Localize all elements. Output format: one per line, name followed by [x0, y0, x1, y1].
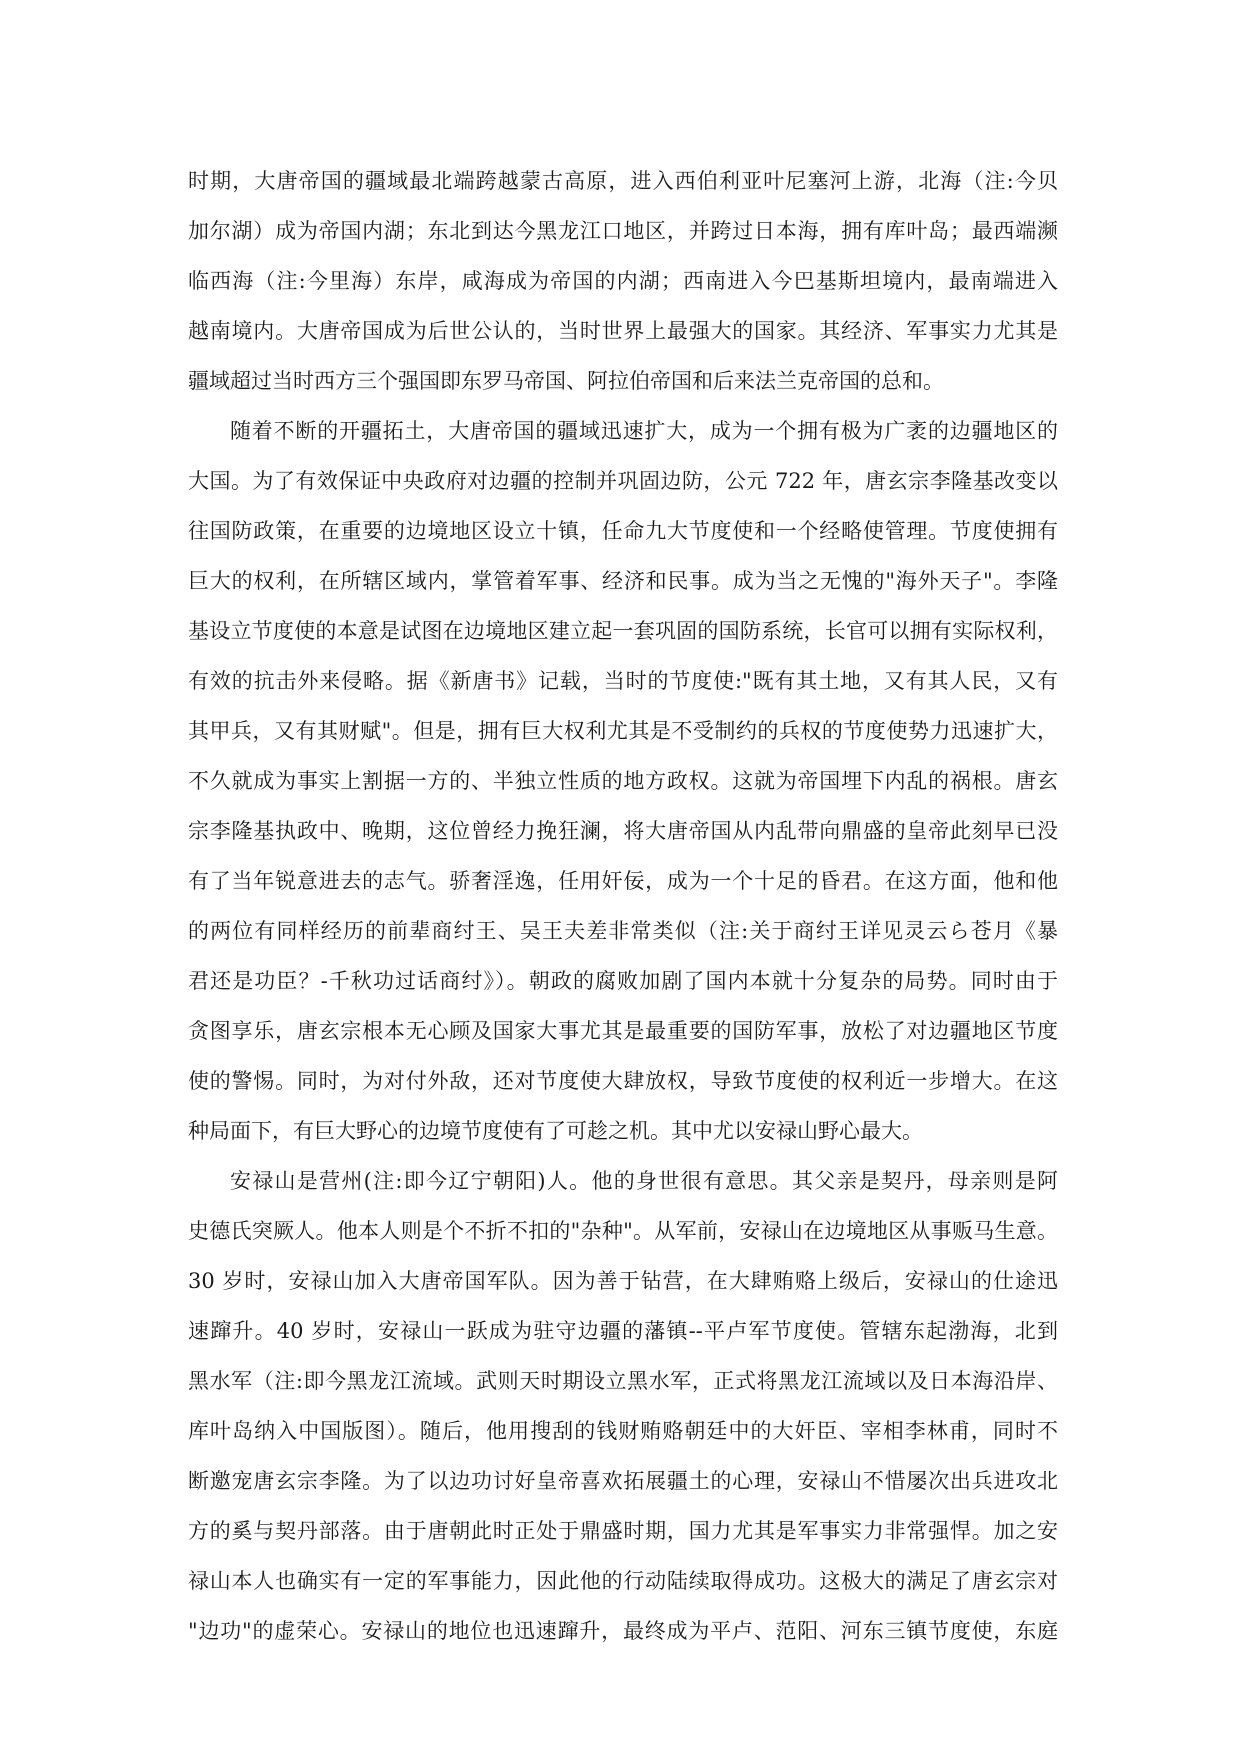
text-line: 安禄山是营州(注:即今辽宁朝阳)人。他的身世很有意思。其父亲是契丹，母亲则是阿 — [230, 1169, 1058, 1193]
text-line: "边功"的虚荣心。安禄山的地位也迅速蹿升，最终成为平卢、范阳、河东三镇节度使，东庭 — [188, 1619, 1058, 1643]
text-line: 断邀宠唐玄宗李隆。为了以边功讨好皇帝喜欢拓展疆土的心理，安禄山不惜屡次出兵进攻北 — [188, 1469, 1058, 1493]
document-body — [188, 156, 1058, 1656]
text-line: 时期，大唐帝国的疆域最北端跨越蒙古高原，进入西伯利亚叶尼塞河上游，北海（注:今贝 — [188, 169, 1058, 193]
text-line: 速蹿升。40 岁时，安禄山一跃成为驻守边疆的藩镇--平卢军节度使。管辖东起渤海，北到 — [188, 1319, 1058, 1343]
text-line: 基设立节度使的本意是试图在边境地区建立起一套巩固的国防系统，长官可以拥有实际权利， — [188, 619, 1058, 643]
text-line: 宗李隆基执政中、晚期，这位曾经力挽狂澜，将大唐帝国从内乱带向鼎盛的皇帝此刻早已没 — [188, 819, 1058, 843]
text-line: 其甲兵，又有其财赋"。但是，拥有巨大权利尤其是不受制约的兵权的节度使势力迅速扩大， — [188, 719, 1058, 743]
text-line: 越南境内。大唐帝国成为后世公认的，当时世界上最强大的国家。其经济、军事实力尤其是 — [188, 319, 1058, 343]
text-line: 史德氏突厥人。他本人则是个不折不扣的"杂种"。从军前，安禄山在边境地区从事贩马生意。 — [188, 1219, 1058, 1243]
text-line: 方的奚与契丹部落。由于唐朝此时正处于鼎盛时期，国力尤其是军事实力非常强悍。加之安 — [188, 1519, 1058, 1543]
text-line: 使的警惕。同时，为对付外敌，还对节度使大肆放权，导致节度使的权利近一步增大。在这 — [188, 1069, 1058, 1093]
text-line: 有了当年锐意进去的志气。骄奢淫逸，任用奸佞，成为一个十足的昏君。在这方面，他和他 — [188, 869, 1058, 893]
text-line: 往国防政策，在重要的边境地区设立十镇，任命九大节度使和一个经略使管理。节度使拥有 — [188, 519, 1058, 543]
text-line: 种局面下，有巨大野心的边境节度使有了可趁之机。其中尤以安禄山野心最大。 — [188, 1119, 923, 1143]
text-line: 30 岁时，安禄山加入大唐帝国军队。因为善于钻营，在大肆贿赂上级后，安禄山的仕途迅 — [188, 1269, 1058, 1293]
text-line: 不久就成为事实上割据一方的、半独立性质的地方政权。这就为帝国埋下内乱的祸根。唐玄 — [188, 769, 1058, 793]
text-line: 黑水军（注:即今黑龙江流域。武则天时期设立黑水军，正式将黑龙江流域以及日本海沿岸、 — [188, 1369, 1058, 1393]
text-line: 有效的抗击外来侵略。据《新唐书》记载，当时的节度使:"既有其土地，又有其人民，又有 — [188, 669, 1058, 693]
text-line: 库叶岛纳入中国版图）。随后，他用搜刮的钱财贿赂朝廷中的大奸臣、宰相李林甫，同时不 — [188, 1419, 1058, 1443]
text-line: 君还是功臣？-千秋功过话商纣》）。朝政的腐败加剧了国内本就十分复杂的局势。同时由于 — [188, 969, 1058, 993]
text-line: 临西海（注:今里海）东岸，咸海成为帝国的内湖；西南进入今巴基斯坦境内，最南端进入 — [188, 269, 1058, 293]
text-line: 贪图享乐，唐玄宗根本无心顾及国家大事尤其是最重要的国防军事，放松了对边疆地区节度 — [188, 1019, 1058, 1043]
text-line: 疆域超过当时西方三个强国即东罗马帝国、阿拉伯帝国和后来法兰克帝国的总和。 — [188, 369, 944, 393]
text-line: 巨大的权利，在所辖区域内，掌管着军事、经济和民事。成为当之无愧的"海外天子"。李隆 — [188, 569, 1058, 593]
text-line: 大国。为了有效保证中央政府对边疆的控制并巩固边防，公元 722 年，唐玄宗李隆基改变以 — [188, 469, 1058, 493]
text-line: 随着不断的开疆拓土，大唐帝国的疆域迅速扩大，成为一个拥有极为广袤的边疆地区的 — [230, 419, 1058, 443]
text-line: 加尔湖）成为帝国内湖；东北到达今黑龙江口地区，并跨过日本海，拥有库叶岛；最西端濒 — [188, 219, 1058, 243]
text-line: 的两位有同样经历的前辈商纣王、吴王夫差非常类似（注:关于商纣王详见灵云ら苍月《暴 — [188, 919, 1058, 943]
text-line: 禄山本人也确实有一定的军事能力，因此他的行动陆续取得成功。这极大的满足了唐玄宗对 — [188, 1569, 1058, 1593]
